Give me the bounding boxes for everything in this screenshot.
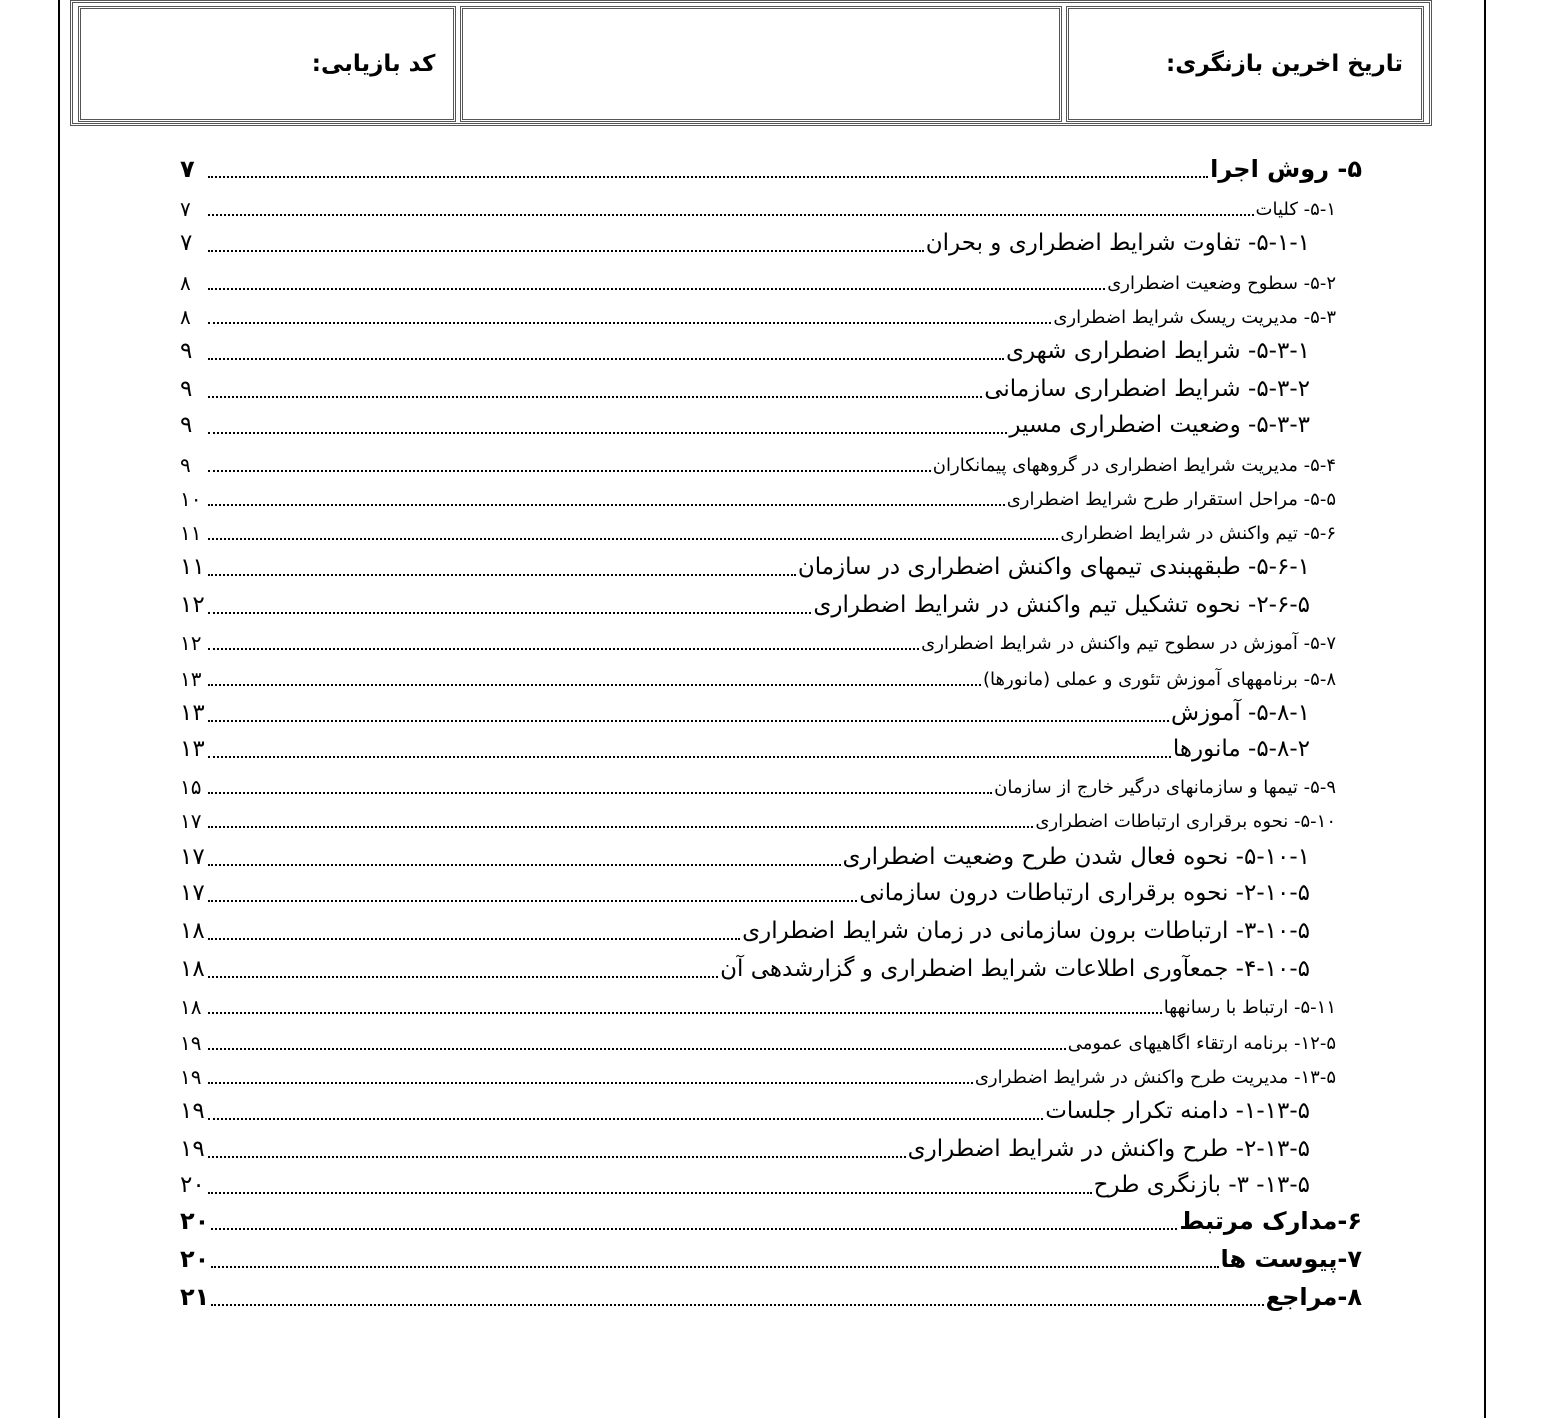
toc-entry-title: ۲-۱۳-۵- طرح واکنش در شرایط اضطراری xyxy=(907,1136,1310,1162)
toc-page-number: ۱۸ xyxy=(180,995,202,1019)
toc-entry[interactable] xyxy=(180,448,1336,478)
toc-page-number: ۲۰ xyxy=(180,1245,210,1273)
toc-entry-title: ۵-۱-۱- تفاوت شرایط اضطراری و بحران xyxy=(925,230,1310,256)
toc-entry[interactable] xyxy=(180,1170,1310,1200)
toc-page-number: ۷ xyxy=(180,197,191,221)
toc-entry-title: ۸-مراجع xyxy=(1265,1283,1362,1311)
toc-dot-leader xyxy=(208,684,981,686)
toc-dot-leader xyxy=(208,214,1254,216)
toc-entry[interactable] xyxy=(180,662,1336,692)
toc-entry[interactable] xyxy=(180,916,1310,946)
toc-dot-leader xyxy=(208,1118,1043,1120)
toc-entry[interactable] xyxy=(180,1026,1336,1056)
toc-entry-title: ۲-۱۰-۵- نحوه برقراری ارتباطات درون سازمانی xyxy=(859,880,1310,906)
toc-page-number: ۸ xyxy=(180,271,191,295)
toc-dot-leader xyxy=(208,250,924,252)
toc-entry[interactable] xyxy=(180,192,1336,222)
toc-entry[interactable] xyxy=(180,1244,1362,1274)
toc-entry[interactable] xyxy=(180,590,1310,620)
toc-entry-title: ۴-۱۰-۵- جمعآوری اطلاعات شرایط اضطراری و گزارشدهی آن xyxy=(720,956,1310,982)
toc-entry[interactable] xyxy=(180,1134,1310,1164)
toc-dot-leader xyxy=(208,900,857,902)
toc-page-number: ۱۳ xyxy=(180,700,205,726)
toc-page-number: ۱۰ xyxy=(180,487,202,511)
toc-dot-leader xyxy=(208,504,1005,506)
toc-entry[interactable] xyxy=(180,300,1336,330)
toc-entry[interactable] xyxy=(180,990,1336,1020)
toc-page-number: ۸ xyxy=(180,305,191,329)
toc-entry[interactable] xyxy=(180,516,1336,546)
toc-page-number: ۱۳ xyxy=(180,667,202,691)
toc-entry[interactable] xyxy=(180,698,1310,728)
toc-page-number: ۱۱ xyxy=(180,521,202,545)
toc-entry-title: ۵-۶- تیم واکنش در شرایط اضطراری xyxy=(1060,523,1336,544)
toc-dot-leader xyxy=(208,612,811,614)
toc-entry[interactable] xyxy=(180,954,1310,984)
toc-entry-title: ۵-۱۰-۱- نحوه فعال شدن طرح وضعیت اضطراری xyxy=(842,844,1310,870)
toc-page-number: ۹ xyxy=(180,453,191,477)
toc-page-number: ۱۲ xyxy=(180,592,205,618)
toc-entry[interactable] xyxy=(180,410,1310,440)
toc-page-number: ۲۰ xyxy=(180,1207,210,1235)
toc-dot-leader xyxy=(211,1304,1263,1306)
toc-entry-title: ۲-۶-۵- نحوه تشکیل تیم واکنش در شرایط اضطراری xyxy=(813,592,1310,618)
toc-entry-title: ۷-پیوست ها xyxy=(1220,1245,1362,1273)
toc-entry-title: ۶-مدارک مرتبط xyxy=(1179,1207,1362,1235)
toc-dot-leader xyxy=(211,1266,1218,1268)
toc-entry[interactable] xyxy=(180,804,1336,834)
toc-dot-leader xyxy=(208,574,796,576)
toc-entry-title: ۱۳-۵- ۳- بازنگری طرح xyxy=(1093,1172,1310,1198)
toc-dot-leader xyxy=(208,756,1171,758)
toc-dot-leader xyxy=(208,358,1004,360)
toc-page-number: ۱۸ xyxy=(180,918,205,944)
toc-entry-title: ۱۲-۵- برنامه ارتقاء اگاهیهای عمومی xyxy=(1067,1033,1336,1054)
toc-page-number: ۹ xyxy=(180,376,193,402)
toc-entry-title: ۵-۹- تیمها و سازمانهای درگیر خارج از سازمان xyxy=(994,777,1336,798)
toc-entry-title: ۱-۱۳-۵- دامنه تکرار جلسات xyxy=(1045,1098,1310,1124)
toc-dot-leader xyxy=(208,1012,1162,1014)
toc-dot-leader xyxy=(208,432,1007,434)
toc-entry-title: ۵-۱۰- نحوه برقراری ارتباطات اضطراری xyxy=(1035,811,1336,832)
toc-entry-title: ۵-۶-۱- طبقهبندی تیمهای واکنش اضطراری در سازمان xyxy=(797,554,1310,580)
retrieval-code-label: کد بازیابی: xyxy=(311,51,436,77)
toc-entry[interactable] xyxy=(180,1206,1362,1236)
toc-entry-title: ۵-۳- مدیریت ریسک شرایط اضطراری xyxy=(1053,307,1336,328)
toc-page-number: ۲۱ xyxy=(180,1283,210,1311)
toc-page-number: ۱۸ xyxy=(180,956,205,982)
toc-dot-leader xyxy=(208,864,841,866)
toc-page-number: ۱۳ xyxy=(180,736,205,762)
toc-entry[interactable] xyxy=(180,626,1336,656)
toc-page-number: ۷ xyxy=(180,155,195,183)
toc-entry-title: ۵-۱- کلیات xyxy=(1255,199,1336,220)
toc-entry[interactable] xyxy=(180,734,1310,764)
toc-page-number: ۱۹ xyxy=(180,1136,205,1162)
toc-entry-title: ۵-۱۱- ارتباط با رسانهها xyxy=(1163,997,1336,1018)
toc-entry[interactable] xyxy=(180,552,1310,582)
toc-page-number: ۹ xyxy=(180,338,193,364)
toc-entry-title: ۵-۳-۱- شرایط اضطراری شهری xyxy=(1005,338,1310,364)
toc-entry-title: ۵-۸-۲- مانورها xyxy=(1172,736,1310,762)
toc-entry[interactable] xyxy=(180,374,1310,404)
toc-entry[interactable] xyxy=(180,842,1310,872)
toc-dot-leader xyxy=(208,1048,1066,1050)
toc-dot-leader xyxy=(208,288,1105,290)
toc-dot-leader xyxy=(208,1192,1092,1194)
toc-page-number: ۱۵ xyxy=(180,775,202,799)
toc-page-number: ۷ xyxy=(180,230,193,256)
toc-entry[interactable] xyxy=(180,482,1336,512)
toc-entry[interactable] xyxy=(180,1282,1362,1312)
toc-page-number: ۱۹ xyxy=(180,1031,202,1055)
toc-dot-leader xyxy=(208,176,1208,178)
toc-dot-leader xyxy=(208,322,1051,324)
toc-entry-title: ۵-۷- آموزش در سطوح تیم واکنش در شرایط اضطراری xyxy=(921,633,1336,654)
toc-entry-title: ۵-۵- مراحل استقرار طرح شرایط اضطراری xyxy=(1006,489,1336,510)
toc-entry[interactable] xyxy=(180,1096,1310,1126)
toc-dot-leader xyxy=(208,1156,906,1158)
toc-entry-title: ۵-۸- برنامههای آموزش تئوری و عملی (مانورها) xyxy=(983,669,1336,690)
toc-dot-leader xyxy=(208,1082,973,1084)
toc-entry[interactable] xyxy=(180,770,1336,800)
toc-entry-title: ۵-۳-۲- شرایط اضطراری سازمانی xyxy=(984,376,1310,402)
toc-page-number: ۹ xyxy=(180,412,193,438)
toc-entry[interactable] xyxy=(180,266,1336,296)
toc-page-number: ۱۹ xyxy=(180,1065,202,1089)
toc-dot-leader xyxy=(208,648,919,650)
toc-dot-leader xyxy=(208,976,718,978)
toc-page-number: ۱۷ xyxy=(180,844,205,870)
toc-dot-leader xyxy=(208,792,992,794)
toc-page-number: ۲۰ xyxy=(180,1172,205,1198)
toc-page-number: ۱۱ xyxy=(180,554,205,580)
toc-entry[interactable] xyxy=(180,154,1362,184)
toc-page-number: ۱۷ xyxy=(180,880,205,906)
toc-dot-leader xyxy=(208,470,931,472)
toc-dot-leader xyxy=(208,538,1058,540)
toc-dot-leader xyxy=(208,720,1169,722)
toc-entry-title: ۳-۱۰-۵- ارتباطات برون سازمانی در زمان شرایط اضطراری xyxy=(742,918,1310,944)
toc-entry[interactable] xyxy=(180,878,1310,908)
toc-entry-title: ۱۳-۵- مدیریت طرح واکنش در شرایط اضطراری xyxy=(974,1067,1336,1088)
toc-page-number: ۱۲ xyxy=(180,631,202,655)
toc-entry[interactable] xyxy=(180,1060,1336,1090)
toc-page-number: ۱۹ xyxy=(180,1098,205,1124)
last-review-date-label: تاریخ اخرین بازنگری: xyxy=(1166,51,1403,77)
toc-entry-title: ۵-۸-۱- آموزش xyxy=(1170,700,1310,726)
toc-dot-leader xyxy=(208,396,982,398)
toc-dot-leader xyxy=(208,826,1033,828)
toc-entry-title: ۵- روش اجرا xyxy=(1210,155,1362,183)
toc-entry-title: ۵-۴- مدیریت شرایط اضطراری در گروههای پیمانکاران xyxy=(932,455,1336,476)
toc-entry-title: ۵-۳-۳- وضعیت اضطراری مسیر xyxy=(1009,412,1310,438)
toc-entry[interactable] xyxy=(180,336,1310,366)
toc-dot-leader xyxy=(211,1228,1177,1230)
toc-entry[interactable] xyxy=(180,228,1310,258)
toc-entry-title: ۵-۲- سطوح وضعیت اضطراری xyxy=(1107,273,1336,294)
toc-dot-leader xyxy=(208,938,740,940)
toc-page-number: ۱۷ xyxy=(180,809,202,833)
